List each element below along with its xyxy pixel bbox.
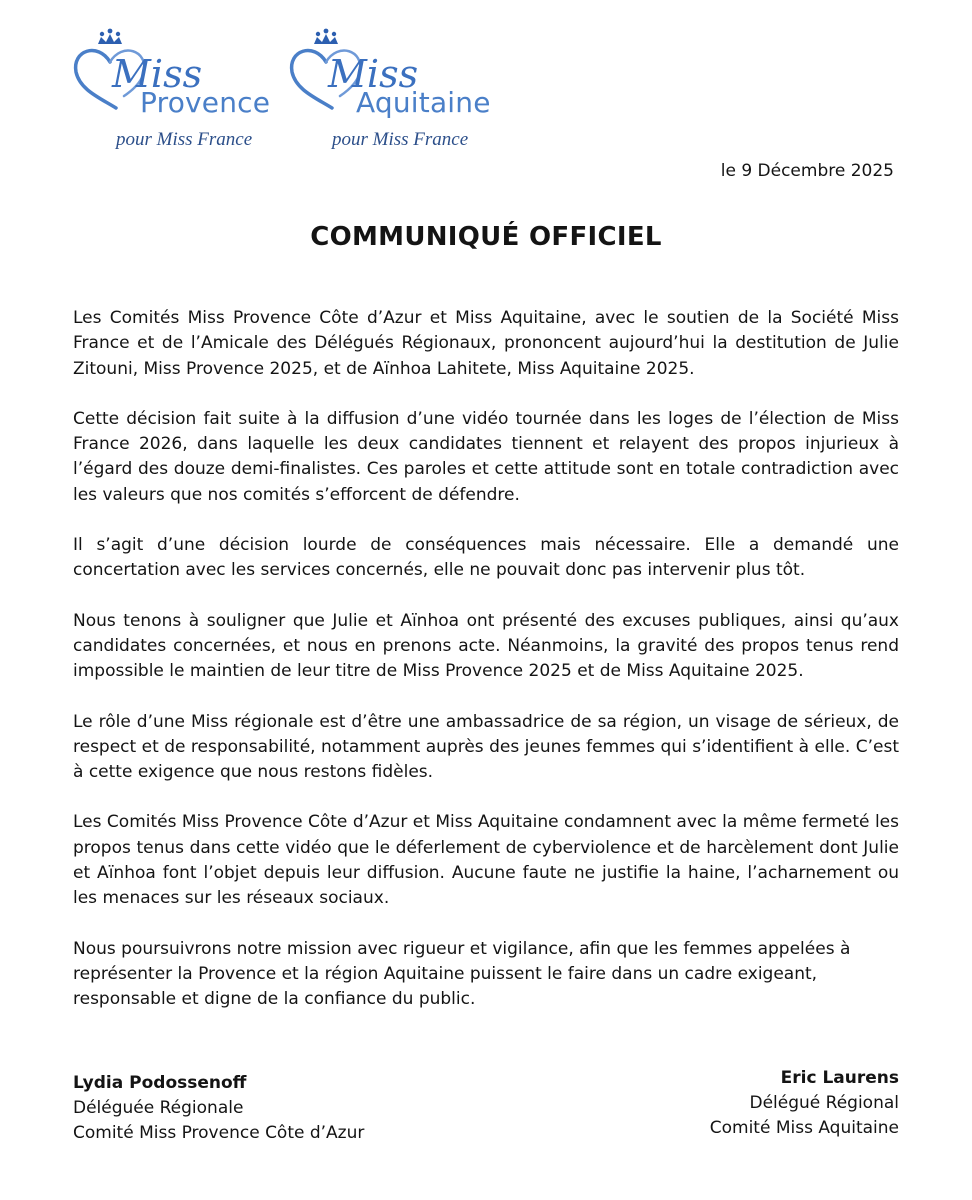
miss-provence-logo bbox=[70, 28, 275, 158]
signatory-committee: Comité Miss Aquitaine bbox=[709, 1118, 899, 1138]
logo-miss-word: Miss bbox=[328, 52, 419, 96]
logo-region-name: Provence bbox=[140, 86, 271, 119]
signatory-committee: Comité Miss Provence Côte d’Azur bbox=[73, 1123, 365, 1143]
signatory-name: Eric Laurens bbox=[780, 1068, 899, 1088]
body-paragraph: Le rôle d’une Miss régionale est d’être une ambassadrice de sa région, un visage de sérieux, de respect et de responsabilité, notamment auprès des jeunes femmes qui s’identifient à elle. C’est à cette exigence que nous restons fidèles. bbox=[73, 711, 899, 783]
body-paragraph: Les Comités Miss Provence Côte d’Azur et Miss Aquitaine condamnent avec la même fermeté les propos tenus dans cette vidéo que le déferlement de cyberviolence et de harcèlement dont Julie et Aïnhoa font l’objet depuis leur diffusion. Aucune faute ne justifie la haine, l’acharnement ou les menaces sur les réseaux sociaux. bbox=[73, 812, 899, 909]
miss-aquitaine-logo bbox=[286, 28, 491, 158]
document-date: le 9 Décembre 2025 bbox=[720, 161, 894, 181]
signatory-role: Déléguée Régionale bbox=[73, 1098, 244, 1118]
body-paragraph: Nous tenons à souligner que Julie et Aïnhoa ont présenté des excuses publiques, ainsi qu’aux candidates concernées, et nous en prenons acte. Néanmoins, la gravité des propos tenus rend impossible le maintien de leur titre de Miss Provence 2025 et de Miss Aquitaine 2025. bbox=[73, 610, 899, 682]
signatory-name: Lydia Podossenoff bbox=[73, 1073, 247, 1093]
signatory-role: Délégué Régional bbox=[749, 1093, 899, 1113]
logo-tagline: pour Miss France bbox=[332, 129, 469, 150]
logo-miss-word: Miss bbox=[112, 52, 203, 96]
document-body bbox=[73, 306, 899, 1038]
signature-right bbox=[710, 1066, 899, 1141]
document-title: COMMUNIQUÉ OFFICIEL bbox=[310, 222, 662, 252]
logo-tagline: pour Miss France bbox=[116, 129, 253, 150]
body-paragraph: Nous poursuivrons notre mission avec rigueur et vigilance, afin que les femmes appelées à représenter la Provence et la région Aquitaine puissent le faire dans un cadre exigeant, responsable et digne de la confiance du public. bbox=[73, 938, 851, 1010]
signature-left bbox=[73, 1071, 364, 1146]
body-paragraph: Les Comités Miss Provence Côte d’Azur et Miss Aquitaine, avec le soutien de la Société Miss France et de l’Amicale des Délégués Régionaux, prononcent aujourd’hui la destitution de Julie Zitouni, Miss Provence 2025, et de Aïnhoa Lahitete, Miss Aquitaine 2025. bbox=[73, 308, 899, 379]
body-paragraph: Cette décision fait suite à la diffusion d’une vidéo tournée dans les loges de l’élection de Miss France 2026, dans laquelle les deux candidates tiennent et relayent des propos injurieux à l’égard des douze demi-finalistes. Ces paroles et cette attitude sont en totale contradiction avec les valeurs que nos comités s’efforcent de défendre. bbox=[73, 408, 899, 505]
body-paragraph: Il s’agit d’une décision lourde de conséquences mais nécessaire. Elle a demandé une concertation avec les services concernés, elle ne pouvait donc pas intervenir plus tôt. bbox=[73, 535, 899, 581]
logo-region-name: Aquitaine bbox=[356, 86, 491, 119]
